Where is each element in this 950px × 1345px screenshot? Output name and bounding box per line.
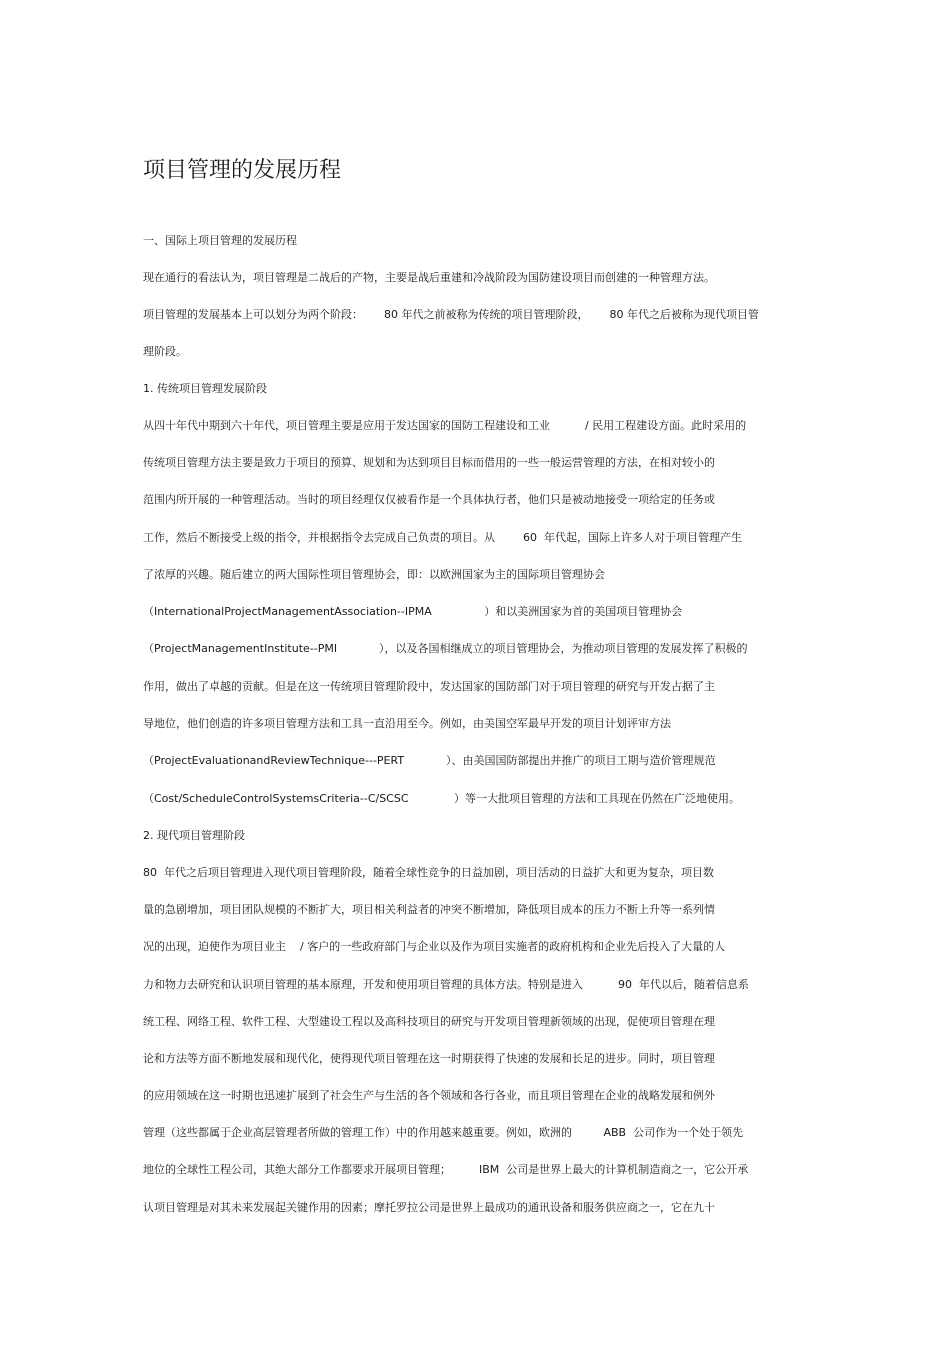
paragraph-line: 传统项目管理方法主要是致力于项目的预算、规划和为达到项目目标而借用的一些一般运营管理的方法，在相对较小的 [143, 456, 715, 469]
paragraph-line: （InternationalProjectManagementAssociation--IPMA ）和以美洲国家为首的美国项目管理协会 [143, 605, 683, 618]
section-heading: 1. 传统项目管理发展阶段 [143, 382, 267, 395]
paragraph-line: 况的出现，迫使作为项目业主 / 客户的一些政府部门与企业以及作为项目实施者的政府机构和企业先后投入了大量的人 [143, 940, 726, 953]
paragraph-line: 量的急剧增加，项目团队规模的不断扩大，项目相关利益者的冲突不断增加，降低项目成本的压力不断上升等一系列情 [143, 903, 715, 916]
paragraph-line: 认项目管理是对其未来发展起关键作用的因素；摩托罗拉公司是世界上最成功的通讯设备和服务供应商之一，它在九十 [143, 1201, 715, 1214]
paragraph-line: 力和物力去研究和认识项目管理的基本原理，开发和使用项目管理的具体方法。特别是进入 90 年代以后，随着信息系 [143, 978, 749, 991]
paragraph-line: 理阶段。 [143, 345, 187, 358]
paragraph-line: （ProjectManagementInstitute--PMI ），以及各国相继成立的项目管理协会，为推动项目管理的发展发挥了积极的 [143, 642, 748, 655]
paragraph-line: （ProjectEvaluationandReviewTechnique---PERT ）、由美国国防部提出并推广的项目工期与造价管理规范 [143, 754, 716, 767]
paragraph-line: 的应用领域在这一时期也迅速扩展到了社会生产与生活的各个领域和各行各业，而且项目管理在企业的战略发展和例外 [143, 1089, 715, 1102]
paragraph-line: 导地位，他们创造的许多项目管理方法和工具一直沿用至今。例如，由美国空军最早开发的项目计划评审方法 [143, 717, 671, 730]
section-heading: 一、国际上项目管理的发展历程 [143, 234, 297, 247]
paragraph-line: 工作，然后不断接受上级的指令，并根据指令去完成自己负责的项目。从 60 年代起，国际上许多人对于项目管理产生 [143, 531, 742, 544]
paragraph-line: 现在通行的看法认为，项目管理是二战后的产物，主要是战后重建和冷战阶段为国防建设项目而创建的一种管理方法。 [143, 271, 715, 284]
paragraph-line: 项目管理的发展基本上可以划分为两个阶段： 80 年代之前被称为传统的项目管理阶段， 80 年代之后被称为现代项目管 [143, 308, 759, 321]
paragraph-line: 地位的全球性工程公司，其绝大部分工作都要求开展项目管理； IBM 公司是世界上最大的计算机制造商之一，它公开承 [143, 1163, 749, 1176]
paragraph-line: 论和方法等方面不断地发展和现代化，使得现代项目管理在这一时期获得了快速的发展和长足的进步。同时，项目管理 [143, 1052, 715, 1065]
paragraph-line: 管理（这些都属于企业高层管理者所做的管理工作）中的作用越来越重要。例如，欧洲的 ABB 公司作为一个处于领先 [143, 1126, 744, 1139]
paragraph-line: 作用，做出了卓越的贡献。但是在这一传统项目管理阶段中，发达国家的国防部门对于项目管理的研究与开发占据了主 [143, 680, 715, 693]
paragraph-line: 了浓厚的兴趣。随后建立的两大国际性项目管理协会，即：以欧洲国家为主的国际项目管理协会 [143, 568, 605, 581]
document-title: 项目管理的发展历程 [143, 158, 342, 183]
section-heading: 2. 现代项目管理阶段 [143, 829, 245, 842]
paragraph-line: 统工程、网络工程、软件工程、大型建设工程以及高科技项目的研究与开发项目管理新领域的出现，促使项目管理在理 [143, 1015, 715, 1028]
paragraph-line: （Cost/ScheduleControlSystemsCriteria--C/SCSC ）等一大批项目管理的方法和工具现在仍然在广泛地使用。 [143, 792, 740, 805]
paragraph-line: 80 年代之后项目管理进入现代项目管理阶段，随着全球性竞争的日益加剧，项目活动的日益扩大和更为复杂，项目数 [143, 866, 714, 879]
paragraph-line: 范围内所开展的一种管理活动。当时的项目经理仅仅被看作是一个具体执行者，他们只是被动地接受一项给定的任务或 [143, 493, 715, 506]
paragraph-line: 从四十年代中期到六十年代，项目管理主要是应用于发达国家的国防工程建设和工业 / 民用工程建设方面。此时采用的 [143, 419, 747, 432]
